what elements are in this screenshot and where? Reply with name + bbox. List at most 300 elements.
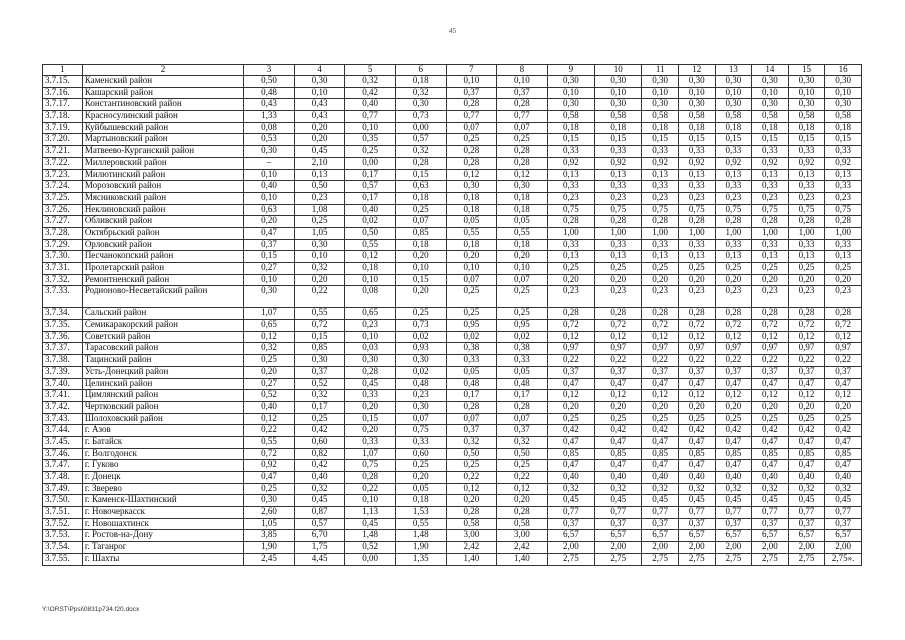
value-cell: 0,33 bbox=[642, 146, 679, 158]
value-cell: 0,30 bbox=[244, 146, 295, 158]
value-cell: 0,20 bbox=[715, 274, 752, 286]
value-cell: 0,33 bbox=[547, 146, 594, 158]
value-cell: 0,37 bbox=[715, 366, 752, 378]
value-cell: 0,02 bbox=[395, 331, 446, 343]
value-cell: 2,00 bbox=[595, 542, 642, 554]
value-cell: 0,53 bbox=[244, 134, 295, 146]
column-header-9: 9 bbox=[547, 65, 594, 76]
value-cell: 0,13 bbox=[788, 251, 825, 263]
district-name: Октябрьский район bbox=[82, 227, 243, 239]
value-cell: 0,55 bbox=[294, 308, 345, 320]
value-cell: 0,12 bbox=[752, 331, 789, 343]
value-cell: 0,65 bbox=[244, 320, 295, 332]
value-cell: 0,75 bbox=[825, 204, 862, 216]
value-cell: 0,25 bbox=[497, 286, 548, 308]
footer-file-path: Y:\ORST\Ppsi\0831p734.f20.docx bbox=[42, 606, 140, 613]
row-code: 3.7.33. bbox=[43, 286, 83, 308]
row-code: 3.7.46. bbox=[43, 448, 83, 460]
value-cell: 0,50 bbox=[446, 448, 497, 460]
value-cell: 0,18 bbox=[497, 204, 548, 216]
value-cell: 0,20 bbox=[678, 274, 715, 286]
column-header-13: 13 bbox=[715, 65, 752, 76]
value-cell: 0,32 bbox=[595, 483, 642, 495]
value-cell: 0,50 bbox=[244, 76, 295, 88]
value-cell: 0,17 bbox=[345, 169, 396, 181]
row-code: 3.7.26. bbox=[43, 204, 83, 216]
value-cell: 0,28 bbox=[497, 146, 548, 158]
value-cell: 1,00 bbox=[788, 227, 825, 239]
table-row bbox=[43, 483, 862, 495]
value-cell: 0,92 bbox=[752, 157, 789, 169]
column-header-4: 4 bbox=[294, 65, 345, 76]
value-cell: 0,58 bbox=[788, 111, 825, 123]
value-cell: 0,20 bbox=[715, 401, 752, 413]
value-cell: 0,50 bbox=[294, 181, 345, 193]
table-row bbox=[43, 216, 862, 228]
row-code: 3.7.20. bbox=[43, 134, 83, 146]
value-cell: 0,42 bbox=[715, 425, 752, 437]
value-cell: 0,38 bbox=[446, 343, 497, 355]
value-cell: 6,57 bbox=[715, 530, 752, 542]
value-cell: 0,28 bbox=[678, 216, 715, 228]
value-cell: 0,32 bbox=[825, 483, 862, 495]
value-cell: 0,13 bbox=[547, 251, 594, 263]
value-cell: 0,05 bbox=[395, 483, 446, 495]
value-cell: 0,57 bbox=[395, 134, 446, 146]
table-row bbox=[43, 518, 862, 530]
value-cell: 0,12 bbox=[497, 483, 548, 495]
value-cell: 0,27 bbox=[244, 263, 295, 275]
value-cell: 0,33 bbox=[345, 436, 396, 448]
value-cell: 6,57 bbox=[788, 530, 825, 542]
value-cell: 0,63 bbox=[244, 204, 295, 216]
value-cell: 0,97 bbox=[547, 343, 594, 355]
value-cell: 0,28 bbox=[446, 401, 497, 413]
column-header-5: 5 bbox=[345, 65, 396, 76]
value-cell: 0,15 bbox=[642, 134, 679, 146]
value-cell: 0,60 bbox=[294, 436, 345, 448]
value-cell: 0,17 bbox=[497, 390, 548, 402]
value-cell: 0,30 bbox=[395, 401, 446, 413]
value-cell: 0,42 bbox=[752, 425, 789, 437]
value-cell: 0,50 bbox=[345, 227, 396, 239]
value-cell: 0,42 bbox=[294, 425, 345, 437]
column-header-7: 7 bbox=[446, 65, 497, 76]
value-cell: 0,30 bbox=[788, 76, 825, 88]
value-cell: 0,28 bbox=[752, 216, 789, 228]
value-cell: 0,58 bbox=[825, 111, 862, 123]
value-cell: 0,92 bbox=[595, 157, 642, 169]
value-cell: 0,45 bbox=[752, 495, 789, 507]
value-cell: 0,20 bbox=[595, 401, 642, 413]
value-cell: 0,10 bbox=[446, 263, 497, 275]
value-cell: 0,28 bbox=[788, 216, 825, 228]
column-header-15: 15 bbox=[788, 65, 825, 76]
value-cell: 1,07 bbox=[345, 448, 396, 460]
district-name: Песчанокопский район bbox=[82, 251, 243, 263]
value-cell: 0,33 bbox=[678, 146, 715, 158]
row-code: 3.7.21. bbox=[43, 146, 83, 158]
value-cell: 0,20 bbox=[446, 495, 497, 507]
value-cell: 0,25 bbox=[497, 134, 548, 146]
row-code: 3.7.47. bbox=[43, 460, 83, 472]
value-cell: 0,32 bbox=[497, 436, 548, 448]
value-cell: 0,28 bbox=[825, 308, 862, 320]
value-cell: 0,75 bbox=[595, 204, 642, 216]
value-cell: 2,60 bbox=[244, 507, 295, 519]
value-cell: 0,28 bbox=[752, 308, 789, 320]
value-cell: 0,13 bbox=[547, 169, 594, 181]
value-cell: 0,00 bbox=[395, 122, 446, 134]
value-cell: 0,17 bbox=[446, 390, 497, 402]
value-cell: 0,10 bbox=[595, 87, 642, 99]
value-cell: 0,15 bbox=[345, 413, 396, 425]
value-cell: 0,12 bbox=[595, 331, 642, 343]
column-header-14: 14 bbox=[752, 65, 789, 76]
row-code: 3.7.17. bbox=[43, 99, 83, 111]
value-cell: 0,20 bbox=[642, 274, 679, 286]
value-cell: 0,18 bbox=[446, 204, 497, 216]
value-cell: 0,30 bbox=[752, 76, 789, 88]
value-cell: 0,28 bbox=[642, 308, 679, 320]
value-cell: 0,52 bbox=[345, 542, 396, 554]
district-name: Мясниковский район bbox=[82, 192, 243, 204]
value-cell: 0,10 bbox=[752, 87, 789, 99]
value-cell: 0,07 bbox=[395, 216, 446, 228]
value-cell: 0,33 bbox=[547, 181, 594, 193]
district-name: Советский район bbox=[82, 331, 243, 343]
table-row bbox=[43, 251, 862, 263]
value-cell: 0,63 bbox=[395, 181, 446, 193]
value-cell: 0,48 bbox=[446, 378, 497, 390]
row-code: 3.7.43. bbox=[43, 413, 83, 425]
value-cell: 0,13 bbox=[825, 169, 862, 181]
value-cell: 0,20 bbox=[395, 251, 446, 263]
value-cell: 0,25 bbox=[678, 263, 715, 275]
value-cell: 0,47 bbox=[752, 460, 789, 472]
value-cell: 0,12 bbox=[345, 251, 396, 263]
value-cell: 0,30 bbox=[642, 76, 679, 88]
table-row bbox=[43, 192, 862, 204]
value-cell: 0,18 bbox=[395, 192, 446, 204]
value-cell: 0,20 bbox=[752, 401, 789, 413]
row-code: 3.7.36. bbox=[43, 331, 83, 343]
value-cell: 0,33 bbox=[752, 146, 789, 158]
value-cell: 0,22 bbox=[788, 355, 825, 367]
row-code: 3.7.45. bbox=[43, 436, 83, 448]
value-cell: 0,30 bbox=[294, 76, 345, 88]
table-body bbox=[43, 76, 862, 566]
value-cell: 0,33 bbox=[395, 436, 446, 448]
value-cell: 0,58 bbox=[752, 111, 789, 123]
value-cell: 0,47 bbox=[642, 460, 679, 472]
value-cell: 0,45 bbox=[547, 495, 594, 507]
value-cell: 3,00 bbox=[497, 530, 548, 542]
value-cell: 0,37 bbox=[595, 366, 642, 378]
district-name: Пролетарский район bbox=[82, 263, 243, 275]
value-cell: 0,47 bbox=[825, 460, 862, 472]
value-cell: 0,15 bbox=[395, 169, 446, 181]
value-cell: 0,77 bbox=[345, 111, 396, 123]
value-cell: 0,47 bbox=[595, 436, 642, 448]
value-cell: 0,40 bbox=[547, 472, 594, 484]
value-cell: 0,28 bbox=[788, 308, 825, 320]
value-cell: 0,72 bbox=[678, 320, 715, 332]
district-name: Обливский район bbox=[82, 216, 243, 228]
table-row bbox=[43, 542, 862, 554]
value-cell: 0,58 bbox=[547, 111, 594, 123]
value-cell: 0,47 bbox=[678, 436, 715, 448]
value-cell: 0,30 bbox=[446, 181, 497, 193]
value-cell: 0,20 bbox=[788, 401, 825, 413]
value-cell: 0,15 bbox=[595, 134, 642, 146]
value-cell: 0,77 bbox=[825, 507, 862, 519]
value-cell: 0,25 bbox=[547, 263, 594, 275]
table-row bbox=[43, 343, 862, 355]
value-cell: 0,12 bbox=[446, 169, 497, 181]
value-cell: 0,50 bbox=[497, 448, 548, 460]
value-cell: 0,25 bbox=[446, 134, 497, 146]
table-row bbox=[43, 320, 862, 332]
district-name: Константиновский район bbox=[82, 99, 243, 111]
value-cell: 0,55 bbox=[244, 436, 295, 448]
value-cell: 0,20 bbox=[345, 401, 396, 413]
table-row bbox=[43, 76, 862, 88]
value-cell: 0,25 bbox=[497, 308, 548, 320]
value-cell: 0,33 bbox=[595, 181, 642, 193]
value-cell: 0,33 bbox=[715, 239, 752, 251]
value-cell: 0,18 bbox=[497, 192, 548, 204]
value-cell: 1,00 bbox=[547, 227, 594, 239]
table-row bbox=[43, 436, 862, 448]
table-row bbox=[43, 204, 862, 216]
table-row bbox=[43, 122, 862, 134]
value-cell: 0,12 bbox=[642, 390, 679, 402]
value-cell: 0,58 bbox=[446, 518, 497, 530]
value-cell: 0,28 bbox=[715, 308, 752, 320]
value-cell: 0,28 bbox=[446, 157, 497, 169]
value-cell: 0,12 bbox=[244, 331, 295, 343]
value-cell: 0,47 bbox=[715, 460, 752, 472]
value-cell: 0,37 bbox=[752, 518, 789, 530]
value-cell: 0,13 bbox=[715, 169, 752, 181]
value-cell: 0,13 bbox=[825, 251, 862, 263]
value-cell: 0,77 bbox=[642, 507, 679, 519]
value-cell: 0,47 bbox=[244, 472, 295, 484]
district-name: г. Донецк bbox=[82, 472, 243, 484]
value-cell: 0,32 bbox=[294, 390, 345, 402]
value-cell: 0,28 bbox=[446, 146, 497, 158]
district-name: Шолоховский район bbox=[82, 413, 243, 425]
value-cell: 0,17 bbox=[294, 401, 345, 413]
value-cell: 0,92 bbox=[788, 157, 825, 169]
value-cell: 0,23 bbox=[595, 192, 642, 204]
value-cell: 0,23 bbox=[547, 286, 594, 308]
value-cell: 0,75 bbox=[345, 460, 396, 472]
value-cell: 0,28 bbox=[395, 157, 446, 169]
value-cell: 0,33 bbox=[497, 355, 548, 367]
value-cell: 0,20 bbox=[752, 274, 789, 286]
value-cell: 0,13 bbox=[752, 251, 789, 263]
value-cell: 0,28 bbox=[497, 157, 548, 169]
value-cell: 0,30 bbox=[595, 76, 642, 88]
value-cell: 0,32 bbox=[642, 483, 679, 495]
value-cell: 0,12 bbox=[595, 390, 642, 402]
value-cell: 0,47 bbox=[788, 460, 825, 472]
value-cell: 0,40 bbox=[752, 472, 789, 484]
value-cell: 0,33 bbox=[446, 355, 497, 367]
table-row bbox=[43, 111, 862, 123]
value-cell: 6,57 bbox=[642, 530, 679, 542]
district-name: Орловский район bbox=[82, 239, 243, 251]
value-cell: 0,20 bbox=[294, 134, 345, 146]
value-cell: 0,30 bbox=[752, 99, 789, 111]
value-cell: 0,10 bbox=[642, 87, 679, 99]
value-cell: 0,42 bbox=[825, 425, 862, 437]
value-cell: 0,23 bbox=[715, 192, 752, 204]
value-cell: 0,10 bbox=[825, 87, 862, 99]
value-cell: 1,00 bbox=[825, 227, 862, 239]
value-cell: 0,32 bbox=[715, 483, 752, 495]
value-cell: 1,00 bbox=[642, 227, 679, 239]
value-cell: 0,40 bbox=[642, 472, 679, 484]
value-cell: 0,15 bbox=[752, 134, 789, 146]
value-cell: 0,97 bbox=[595, 343, 642, 355]
value-cell: 0,23 bbox=[294, 192, 345, 204]
table-row bbox=[43, 157, 862, 169]
value-cell: 0,75 bbox=[752, 204, 789, 216]
value-cell: 0,27 bbox=[244, 378, 295, 390]
district-name: Тарасовский район bbox=[82, 343, 243, 355]
value-cell: 0,12 bbox=[446, 483, 497, 495]
row-code: 3.7.16. bbox=[43, 87, 83, 99]
value-cell: 0,33 bbox=[345, 390, 396, 402]
value-cell: 2,00 bbox=[752, 542, 789, 554]
value-cell: 0,55 bbox=[497, 227, 548, 239]
value-cell: 0,22 bbox=[294, 286, 345, 308]
value-cell: 0,37 bbox=[446, 87, 497, 99]
value-cell: 0,45 bbox=[642, 495, 679, 507]
value-cell: 0,13 bbox=[788, 169, 825, 181]
value-cell: 0,13 bbox=[678, 169, 715, 181]
table-row bbox=[43, 263, 862, 275]
value-cell: 0,20 bbox=[244, 366, 295, 378]
row-code: 3.7.27. bbox=[43, 216, 83, 228]
value-cell: 0,47 bbox=[788, 436, 825, 448]
value-cell: 0,20 bbox=[547, 401, 594, 413]
value-cell: 0,15 bbox=[788, 134, 825, 146]
value-cell: 0,87 bbox=[294, 507, 345, 519]
row-code: 3.7.54. bbox=[43, 542, 83, 554]
table-row bbox=[43, 99, 862, 111]
value-cell: 0,20 bbox=[497, 495, 548, 507]
value-cell: 0,77 bbox=[497, 111, 548, 123]
value-cell: 0,05 bbox=[446, 216, 497, 228]
value-cell: 2,75 bbox=[788, 553, 825, 565]
value-cell: 0,72 bbox=[715, 320, 752, 332]
district-name: г. Шахты bbox=[82, 553, 243, 565]
value-cell: 0,25 bbox=[294, 413, 345, 425]
value-cell: 2,75 bbox=[547, 553, 594, 565]
value-cell: 0,23 bbox=[825, 286, 862, 308]
value-cell: 0,33 bbox=[715, 146, 752, 158]
value-cell: 1,33 bbox=[244, 111, 295, 123]
value-cell: 0,10 bbox=[244, 192, 295, 204]
value-cell: 0,25 bbox=[752, 413, 789, 425]
value-cell: 0,23 bbox=[642, 286, 679, 308]
value-cell: 0,37 bbox=[788, 518, 825, 530]
value-cell: 0,20 bbox=[788, 274, 825, 286]
value-cell: 0,57 bbox=[345, 181, 396, 193]
district-name: Матвеево-Курганский район bbox=[82, 146, 243, 158]
value-cell: 0,37 bbox=[497, 87, 548, 99]
table-row bbox=[43, 553, 862, 565]
value-cell: 0,28 bbox=[446, 99, 497, 111]
row-code: 3.7.22. bbox=[43, 157, 83, 169]
value-cell: 0,45 bbox=[294, 146, 345, 158]
value-cell: 0,85 bbox=[294, 343, 345, 355]
value-cell: 2,42 bbox=[446, 542, 497, 554]
value-cell: 1,40 bbox=[446, 553, 497, 565]
district-name: Сальский район bbox=[82, 308, 243, 320]
value-cell: 0,43 bbox=[244, 99, 295, 111]
value-cell: 0,77 bbox=[788, 507, 825, 519]
value-cell: 0,32 bbox=[395, 146, 446, 158]
value-cell: 0,57 bbox=[294, 518, 345, 530]
value-cell: 0,10 bbox=[497, 76, 548, 88]
row-code: 3.7.28. bbox=[43, 227, 83, 239]
value-cell: 0,30 bbox=[294, 355, 345, 367]
value-cell: 0,12 bbox=[642, 331, 679, 343]
value-cell: 0,12 bbox=[788, 390, 825, 402]
value-cell: 0,33 bbox=[595, 239, 642, 251]
value-cell: 0,25 bbox=[595, 413, 642, 425]
value-cell: 0,25 bbox=[395, 308, 446, 320]
value-cell: 0,25 bbox=[395, 204, 446, 216]
row-code: 3.7.31. bbox=[43, 263, 83, 275]
value-cell: 0,12 bbox=[244, 413, 295, 425]
value-cell: 0,65 bbox=[345, 308, 396, 320]
value-cell: 0,07 bbox=[446, 413, 497, 425]
value-cell: 0,37 bbox=[825, 518, 862, 530]
value-cell: 0,30 bbox=[642, 99, 679, 111]
value-cell: 2,75». bbox=[825, 553, 862, 565]
row-code: 3.7.42. bbox=[43, 401, 83, 413]
value-cell: 0,97 bbox=[715, 343, 752, 355]
value-cell: 0,32 bbox=[752, 483, 789, 495]
value-cell: 0,48 bbox=[395, 378, 446, 390]
table-row bbox=[43, 460, 862, 472]
value-cell: 0,18 bbox=[788, 122, 825, 134]
row-code: 3.7.55. bbox=[43, 553, 83, 565]
value-cell: 0,07 bbox=[446, 274, 497, 286]
value-cell: 0,25 bbox=[752, 263, 789, 275]
value-cell: 0,18 bbox=[345, 263, 396, 275]
value-cell: 0,03 bbox=[345, 343, 396, 355]
value-cell: 0,02 bbox=[446, 331, 497, 343]
value-cell: 0,25 bbox=[788, 263, 825, 275]
value-cell: 2,42 bbox=[497, 542, 548, 554]
value-cell: 0,47 bbox=[595, 460, 642, 472]
value-cell: 0,12 bbox=[547, 390, 594, 402]
value-cell: 0,77 bbox=[595, 507, 642, 519]
value-cell: 2,00 bbox=[547, 542, 594, 554]
value-cell: 0,22 bbox=[547, 355, 594, 367]
value-cell: 0,72 bbox=[642, 320, 679, 332]
value-cell: 0,37 bbox=[547, 518, 594, 530]
value-cell: 0,42 bbox=[788, 425, 825, 437]
value-cell: 0,08 bbox=[345, 286, 396, 308]
